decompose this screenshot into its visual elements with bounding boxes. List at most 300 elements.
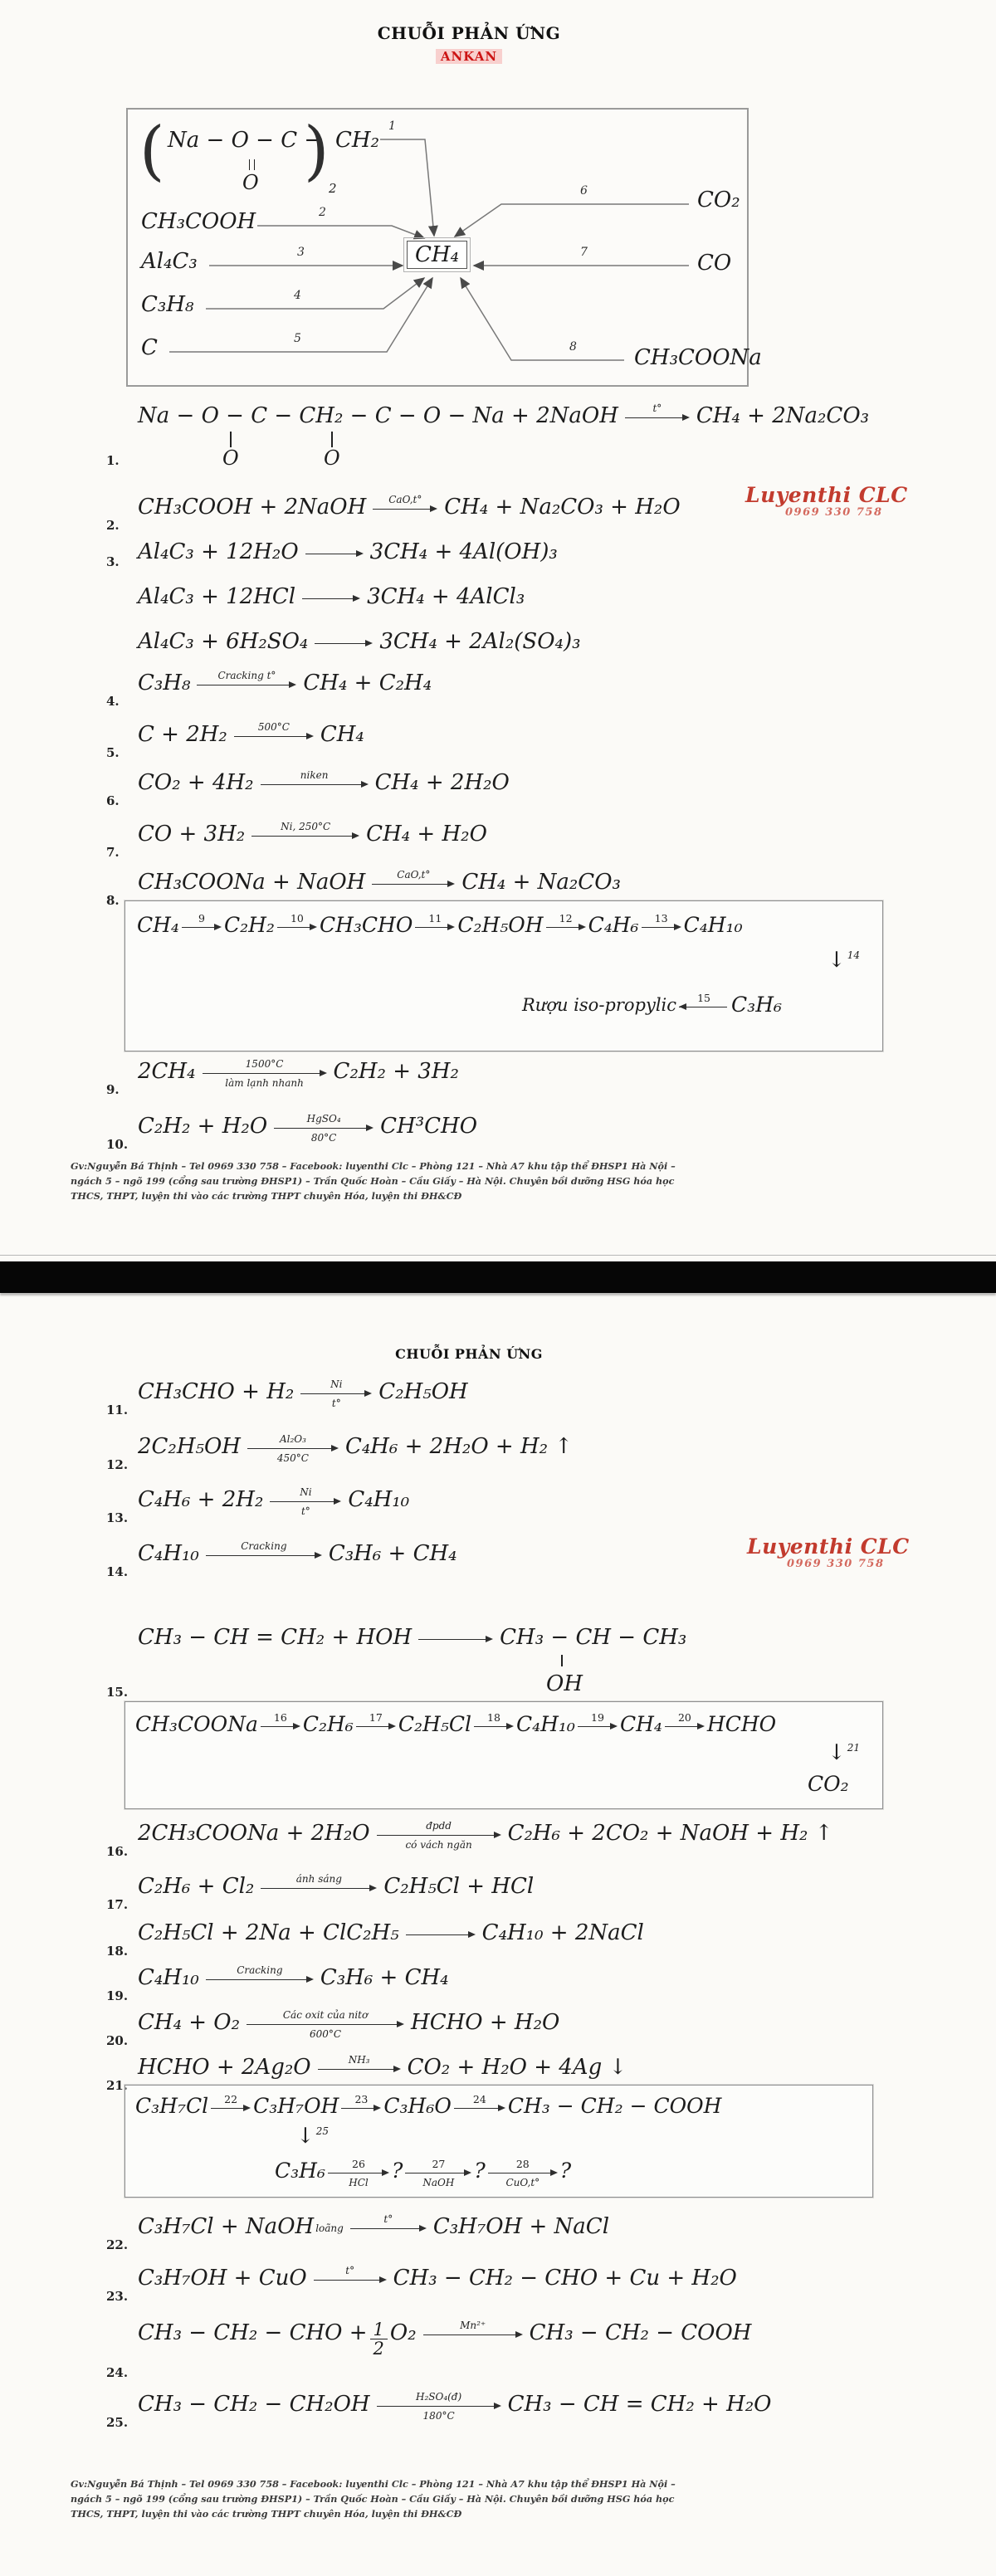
- reaction-arrow: [305, 550, 364, 558]
- reaction-arrow: [247, 2010, 404, 2040]
- reaction-arrow: [423, 2320, 523, 2339]
- formula-right: CH³CHO: [380, 1114, 478, 1139]
- equation-7: [106, 820, 487, 860]
- arrow-number: 23: [354, 2093, 369, 2105]
- equation-3: [106, 538, 581, 656]
- chain-arrow: [454, 2094, 505, 2112]
- product-name-label: Rượu iso-propylic: [522, 995, 677, 1015]
- equation-number: 16.: [106, 1844, 129, 1859]
- formula-right: CO₂ + H₂O + 4Ag ↓: [407, 2055, 627, 2080]
- arrow-shaft: [679, 1003, 729, 1011]
- formula-left: CH₄ + O₂: [138, 2010, 241, 2035]
- equation-line: [138, 583, 581, 611]
- arrow-shaft: [328, 2169, 389, 2177]
- watermark: [747, 1535, 910, 1570]
- chain-formula: CO₂: [808, 1772, 849, 1796]
- chain-formula: C₃H₆: [731, 993, 783, 1017]
- arrow-number: 25: [315, 2125, 330, 2137]
- arrow-number: 1: [388, 120, 396, 133]
- equation-5: [106, 720, 364, 760]
- down-arrow: [296, 2125, 329, 2147]
- footer-line: THCS, THPT, luyện thi vào các trường THPT chuyên Hóa, luyện thi ĐH&CĐ: [71, 2508, 462, 2520]
- chain-formula: CH₄: [137, 913, 179, 937]
- formula-right: CH₄ + H₂O: [366, 822, 487, 846]
- arrow-condition-under: HCl: [349, 2177, 369, 2188]
- close-paren: ): [304, 114, 330, 188]
- arrow-shaft: [270, 1498, 341, 1505]
- arrow-number: 20: [677, 1711, 691, 1724]
- formula-left: C₄H₁₀: [138, 1965, 199, 1990]
- page2-title: CHUỖI PHẢN ỨNG: [395, 1346, 543, 1362]
- formula-left: HCHO + 2Ag₂O: [138, 2055, 311, 2080]
- equation-number: 17.: [106, 1897, 129, 1912]
- arrow-shaft: [277, 924, 317, 931]
- down-arrow: [828, 1742, 860, 1764]
- chain-arrow: [642, 913, 681, 931]
- formula-left: CH₃ − CH₂ − CHO +: [138, 2320, 368, 2345]
- chain-arrow: [578, 1712, 618, 1730]
- arrow-condition: Al₂O₃: [279, 1433, 306, 1445]
- reaction-diagram: [126, 108, 762, 387]
- equation-number: 7.: [106, 845, 120, 860]
- one-half-fraction: [370, 2320, 388, 2358]
- reaction-arrow: [625, 403, 690, 422]
- watermark-brand: Luyenthi CLC: [745, 483, 908, 507]
- diagram-reactant: C: [141, 335, 158, 360]
- equation-24: [106, 2319, 751, 2380]
- arrow-condition-under: 180°C: [422, 2410, 455, 2422]
- reaction-arrow: [197, 671, 296, 689]
- chain-arrow: [405, 2159, 471, 2188]
- carbonyl-oxygen: [222, 432, 239, 469]
- chain-arrow: [488, 2159, 558, 2188]
- equation-14: [106, 1539, 457, 1579]
- formula-right: HCHO + H₂O: [411, 2010, 560, 2035]
- chain-formula: CH₃CHO: [319, 913, 413, 937]
- arrow-number: 14: [847, 949, 861, 961]
- oxygen-label: O: [222, 446, 239, 470]
- chain-formula: HCHO: [706, 1712, 777, 1736]
- equation-number: 15.: [106, 1685, 129, 1700]
- equation-13: [106, 1486, 409, 1525]
- chain-formula: CH₃COONa: [135, 1712, 258, 1736]
- arrow-number: 17: [369, 1711, 383, 1724]
- equation-1: [106, 402, 869, 468]
- equation-number: 11.: [106, 1403, 129, 1417]
- equation-number: 25.: [106, 2415, 129, 2430]
- watermark: [745, 484, 908, 519]
- arrow-number: 15: [697, 992, 710, 1004]
- equation-number: 6.: [106, 793, 120, 808]
- formula-left: C₃H₈: [138, 671, 191, 695]
- formula-left: CH₃COONa + NaOH: [138, 870, 366, 895]
- page1-title: CHUỖI PHẢN ỨNG: [377, 23, 561, 43]
- formula-left: CO₂ + 4H₂: [138, 770, 254, 795]
- chain-row: [137, 911, 743, 939]
- arrow-number: 7: [580, 246, 588, 259]
- arrow-condition-under: 600°C: [310, 2028, 342, 2040]
- formula-right: C₄H₁₀ + 2NaCl: [481, 1920, 644, 1945]
- equation-20: [106, 2008, 559, 2048]
- arrow-condition: Cracking: [241, 1540, 287, 1552]
- arrow-number: 28: [515, 2158, 530, 2170]
- arrow-condition: Ni: [300, 1486, 312, 1498]
- fraction-numerator: 1: [373, 2320, 384, 2339]
- reaction-arrow: [302, 595, 360, 603]
- arrow-shaft: [415, 924, 455, 931]
- arrow-shaft: [305, 550, 364, 558]
- equation-number: 21.: [106, 2078, 129, 2093]
- arrow-shaft: [211, 2105, 251, 2112]
- arrow-shaft: [203, 1070, 327, 1077]
- formula-left: C₃H₇Cl + NaOH: [138, 2214, 315, 2239]
- arrow-condition: CaO,t°: [388, 494, 422, 505]
- formula-left: 2CH₄: [138, 1059, 196, 1084]
- reaction-arrow: [418, 1636, 493, 1643]
- carbonyl-oxygen: [324, 432, 340, 469]
- page1-subtitle: ANKAN: [436, 49, 502, 64]
- double-bond-icon: [331, 432, 333, 447]
- chain-row: [522, 991, 782, 1019]
- unknown-product: ?: [391, 2159, 403, 2183]
- chain-arrow: [546, 913, 586, 931]
- equation-11: [106, 1378, 468, 1417]
- equation-19: [106, 1964, 449, 2003]
- formula-left: Al₄C₃ + 6H₂SO₄: [138, 629, 309, 654]
- reaction-arrow: [318, 2055, 401, 2073]
- reaction-arrow: [247, 1434, 339, 1464]
- equation-25: [106, 2390, 772, 2430]
- arrow-number: 10: [290, 912, 304, 925]
- equation-line: [138, 538, 581, 566]
- formula-left: CH₃ − CH₂ − CH₂OH: [138, 2392, 370, 2417]
- arrow-number: 24: [472, 2093, 486, 2105]
- formula-left: C₃H₇OH + CuO: [138, 2266, 307, 2291]
- arrow-number: 5: [294, 332, 301, 345]
- reaction-arrow: [377, 1821, 501, 1851]
- open-paren: (: [139, 114, 165, 188]
- reaction-chain-box-1: [124, 900, 883, 1051]
- arrow-condition-under: NaOH: [422, 2177, 455, 2188]
- formula-right: CH₃ − CH₂ − COOH: [529, 2320, 752, 2345]
- arrow-shaft: [423, 2331, 523, 2339]
- arrow-number: 3: [297, 246, 305, 259]
- chain-formula: C₂H₂: [223, 913, 275, 937]
- formula-right: CH₃ − CH = CH₂ + H₂O: [507, 2392, 772, 2417]
- watermark-phone: 0969 330 758: [787, 1558, 885, 1570]
- arrow-number: 18: [487, 1711, 500, 1724]
- chain-formula: C₄H₁₀: [515, 1712, 575, 1736]
- arrow-shaft: [261, 1723, 300, 1730]
- arrow-shaft: [372, 881, 455, 888]
- arrow-shaft: [206, 1552, 322, 1559]
- equation-23: [106, 2264, 737, 2304]
- formula-right: CH₄ + Na₂CO₃: [461, 870, 621, 895]
- formula-right: C₃H₇OH + NaCl: [432, 2214, 610, 2239]
- diagram-reactant: CO₂: [697, 188, 740, 212]
- formula-right: CH₃ − CH₂ − CHO + Cu + H₂O: [393, 2266, 737, 2291]
- reaction-arrow: [261, 770, 369, 788]
- equation-number: 9.: [106, 1082, 120, 1097]
- arrow-condition: t°: [345, 2265, 355, 2276]
- diagram-reactant: Al₄C₃: [141, 249, 198, 274]
- arrow-shaft: [247, 1445, 339, 1452]
- chain-arrow: [211, 2094, 251, 2112]
- arrow-shaft: [665, 1723, 705, 1730]
- formula-right: C₃H₆ + CH₄: [320, 1965, 449, 1990]
- reaction-arrow: [261, 1874, 377, 1892]
- reaction-arrow: [372, 870, 455, 888]
- equation-line: [138, 627, 581, 656]
- formula-right: C₄H₁₀: [348, 1487, 410, 1512]
- reaction-arrow: [274, 1114, 374, 1144]
- reaction-arrow: [270, 1487, 341, 1517]
- chain-formula: C₂H₅Cl: [398, 1712, 471, 1736]
- arrow-shaft: [642, 924, 681, 931]
- equation-16: [106, 1819, 833, 1859]
- chain-formula: CH₄: [619, 1712, 662, 1736]
- footer-line: ngách 5 – ngõ 199 (cổng sau trường ĐHSP1) – Trần Quốc Hoàn – Cầu Giấy – Hà Nội. Chuyên bồi dưỡng HSG hóa học: [71, 2493, 675, 2505]
- formula-right: C₂H₂ + 3H₂: [333, 1059, 459, 1084]
- chain-arrow: [665, 1712, 705, 1730]
- arrow-condition-under: 80°C: [310, 1132, 337, 1144]
- chain-arrow: [415, 913, 455, 931]
- reaction-arrow: [203, 1059, 327, 1089]
- arrow-condition: NH₃: [348, 2054, 370, 2066]
- arrow-number: 8: [569, 340, 577, 354]
- arrow-condition: Mn²⁺: [460, 2320, 486, 2331]
- diagram-reactant: CH₃COOH: [141, 209, 256, 234]
- watermark-brand: Luyenthi CLC: [747, 1534, 910, 1559]
- arrow-shaft: [206, 1976, 314, 1983]
- structure-tail: CH₂: [335, 128, 379, 153]
- equation-15: [106, 1623, 686, 1700]
- arrow-shaft: [261, 781, 369, 788]
- arrow-shaft: [356, 1723, 396, 1730]
- arrow-shaft: [234, 733, 314, 740]
- arrow-condition: t°: [652, 402, 662, 414]
- footer-line: Gv:Nguyễn Bá Thịnh – Tel 0969 330 758 – Facebook: luyenthi Clc – Phòng 121 – Nhà A7 khu tập thể ĐHSP1 Hà Nội –: [71, 2478, 676, 2490]
- footer-line: Gv:Nguyễn Bá Thịnh – Tel 0969 330 758 – Facebook: luyenthi Clc – Phòng 121 – Nhà A7 khu tập thể ĐHSP1 Hà Nội –: [71, 1160, 676, 1172]
- arrow-condition: 500°C: [257, 721, 290, 733]
- formula-right: C₄H₆ + 2H₂O + H₂ ↑: [344, 1434, 574, 1459]
- arrow-shaft: [350, 2225, 427, 2232]
- down-arrow: [828, 949, 860, 971]
- reaction-arrow: [206, 1541, 322, 1559]
- formula-left: CH₃CHO + H₂: [138, 1379, 295, 1404]
- formula-right: CH₄ + Na₂CO₃ + H₂O: [444, 495, 681, 520]
- equation-number: 24.: [106, 2365, 129, 2380]
- arrow-number: 19: [591, 1711, 604, 1724]
- equation-9: [106, 1057, 459, 1097]
- arrow-number: 9: [198, 912, 205, 925]
- arrow-shaft: [182, 924, 222, 931]
- equation-number: 18.: [106, 1944, 129, 1959]
- double-bond-icon: [230, 432, 232, 447]
- formula-left: 2CH₃COONa + 2H₂O: [138, 1821, 370, 1846]
- down-arrow-icon: ↓: [296, 2124, 315, 2149]
- arrow-shaft: [300, 1390, 372, 1398]
- reaction-arrow: [373, 495, 437, 513]
- equation-number: 4.: [106, 694, 120, 709]
- arrow-condition-under: làm lạnh nhanh: [225, 1077, 304, 1089]
- fraction-denominator: 2: [370, 2339, 388, 2358]
- arrow-condition: đpdd: [426, 1820, 452, 1832]
- page1-subtitle-wrap: [0, 48, 938, 64]
- equation-number: 19.: [106, 1988, 129, 2003]
- formula-right: 3CH₄ + 4AlCl₃: [367, 584, 525, 609]
- chain-formula: C₃H₆O: [383, 2094, 452, 2118]
- equation-22: [106, 2213, 609, 2252]
- equation-number: 3.: [106, 554, 120, 569]
- down-arrow-icon: ↓: [828, 1740, 846, 1765]
- watermark-phone: 0969 330 758: [785, 506, 883, 519]
- arrow-shaft: [377, 2403, 501, 2410]
- unknown-product: ?: [559, 2159, 572, 2183]
- arrow-shaft: [578, 1723, 618, 1730]
- arrow-shaft: [318, 2066, 401, 2073]
- equation-4: [106, 669, 432, 709]
- chain-arrow: [277, 913, 317, 931]
- arrow-shaft: [314, 2276, 387, 2284]
- equation-10: [106, 1112, 477, 1152]
- arrow-shaft: [274, 1125, 374, 1132]
- oxygen-label: O: [324, 446, 340, 470]
- formula-right: 3CH₄ + 2Al₂(SO₄)₃: [379, 629, 581, 654]
- chain-formula: C₄H₆: [588, 913, 639, 937]
- central-product: CH₄: [407, 241, 467, 269]
- arrow-condition: Cracking: [237, 1964, 283, 1976]
- reaction-arrow: [315, 640, 373, 647]
- arrow-shaft: [315, 640, 373, 647]
- arrow-number: 12: [559, 912, 573, 925]
- arrow-condition: H₂SO₄(đ): [415, 2391, 462, 2403]
- single-bond-icon: [561, 1655, 563, 1666]
- reaction-arrow: [251, 822, 359, 840]
- arrow-shaft: [341, 2105, 381, 2112]
- chain-arrow: [341, 2094, 381, 2112]
- equation-lines: [138, 538, 581, 656]
- arrow-number: 22: [224, 2093, 238, 2105]
- scan-edge-line: [0, 1255, 996, 1256]
- chain-arrow: [182, 913, 222, 931]
- chain-row: [275, 2157, 571, 2188]
- equation-number: 23.: [106, 2289, 129, 2304]
- reaction-chain-box-3: [124, 2085, 873, 2198]
- chain-arrow: [328, 2159, 389, 2188]
- chain-arrow: [261, 1712, 300, 1730]
- reaction-chain-box-2: [124, 1701, 883, 1809]
- reaction-arrow: [406, 1931, 476, 1939]
- arrow-shaft: [474, 1723, 514, 1730]
- arrow-condition: niken: [300, 769, 329, 781]
- formula-left: Al₄C₃ + 12HCl: [138, 584, 296, 609]
- formula-left: CH₃ − CH = CH₂ + HOH: [138, 1625, 413, 1650]
- arrow-condition-under: t°: [300, 1505, 310, 1517]
- arrow-condition: Ni, 250°C: [281, 821, 331, 832]
- formula-left: CH₃COOH + 2NaOH: [138, 495, 367, 520]
- footer-line: ngách 5 – ngõ 199 (cổng sau trường ĐHSP1) – Trần Quốc Hoàn – Cầu Giấy – Hà Nội. Chuyên bồi dưỡng HSG hóa học: [71, 1175, 675, 1188]
- scan-separator-band: [0, 1261, 996, 1293]
- reaction-arrow: [234, 722, 314, 740]
- equation-number: 10.: [106, 1137, 129, 1152]
- arrow-shaft: [197, 681, 296, 689]
- diagram-reactant: CH₃COONa: [634, 345, 762, 370]
- arrow-shaft: [625, 414, 690, 422]
- formula-left-2: O₂: [389, 2320, 417, 2345]
- equation-number: 14.: [106, 1564, 129, 1579]
- formula-left: C₂H₅Cl + 2Na + ClC₂H₅: [138, 1920, 399, 1945]
- formula-right: C₂H₅OH: [378, 1379, 468, 1404]
- formula-left: C + 2H₂: [138, 722, 227, 747]
- hydroxyl-label: OH: [546, 1671, 583, 1696]
- arrow-condition-under: t°: [331, 1398, 341, 1409]
- formula-right: CH₄: [320, 722, 364, 747]
- reaction-arrow: [350, 2214, 427, 2232]
- arrow-shaft: [418, 1636, 493, 1643]
- formula-right: CH₄ + 2Na₂CO₃: [696, 403, 870, 428]
- equation-2: [106, 493, 681, 533]
- arrow-condition-under: 450°C: [276, 1452, 309, 1464]
- down-arrow-icon: ↓: [828, 948, 846, 973]
- equation-number: 20.: [106, 2033, 129, 2048]
- arrow-number: 27: [432, 2158, 446, 2170]
- unknown-product: ?: [474, 2159, 486, 2183]
- arrow-condition: Ni: [330, 1378, 343, 1390]
- equation-number: 1.: [106, 453, 120, 468]
- equation-18: [106, 1919, 644, 1959]
- arrow-condition: CaO,t°: [397, 869, 431, 881]
- footer-line: THCS, THPT, luyện thi vào các trường THPT chuyên Hóa, luyện thi ĐH&CĐ: [71, 1190, 462, 1203]
- arrow-condition-under: CuO,t°: [505, 2177, 540, 2188]
- formula-left: 2C₂H₅OH: [138, 1434, 241, 1459]
- chain-row: [135, 2092, 721, 2120]
- arrow-shaft: [405, 2169, 471, 2177]
- reaction-arrow: [300, 1379, 372, 1409]
- formula-left: C₂H₆ + Cl₂: [138, 1874, 255, 1899]
- equation-number: 12.: [106, 1457, 129, 1472]
- chain-row: [135, 1710, 776, 1739]
- chain-formula: C₃H₆: [275, 2159, 325, 2183]
- arrow-shaft: [261, 1885, 377, 1892]
- diagram-reactant: CO: [697, 251, 732, 276]
- arrow-condition: 1500°C: [245, 1058, 284, 1070]
- arrow-number: 13: [654, 912, 668, 925]
- formula-left: Na − O − C − CH₂ − C − O − Na + 2NaOH: [138, 403, 618, 428]
- equation-12: [106, 1432, 573, 1472]
- arrow-number: 11: [428, 912, 442, 925]
- formula-left: Al₄C₃ + 12H₂O: [138, 539, 299, 564]
- formula-right: C₃H₆ + CH₄: [328, 1541, 457, 1566]
- structure-oxygen: O: [242, 171, 259, 194]
- formula-left: CO + 3H₂: [138, 822, 246, 846]
- equation-number: 13.: [106, 1510, 129, 1525]
- chain-arrow: [356, 1712, 396, 1730]
- formula-right: C₂H₅Cl + HCl: [383, 1874, 535, 1899]
- reagent-subscript: loãng: [315, 2222, 344, 2234]
- arrow-shaft: [546, 924, 586, 931]
- chain-formula: C₂H₅OH: [457, 913, 544, 937]
- arrow-shaft: [488, 2169, 558, 2177]
- page1-footer: [71, 1159, 872, 1203]
- equation-number: 8.: [106, 893, 120, 908]
- formula-left: C₂H₂ + H₂O: [138, 1114, 268, 1139]
- diagram-reactant: C₃H₈: [141, 292, 194, 317]
- formula-right: C₂H₆ + 2CO₂ + NaOH + H₂ ↑: [507, 1821, 833, 1846]
- arrow-condition: HgSO₄: [306, 1113, 341, 1125]
- chain-formula: C₃H₇Cl: [135, 2094, 209, 2118]
- arrow-shaft: [302, 595, 360, 603]
